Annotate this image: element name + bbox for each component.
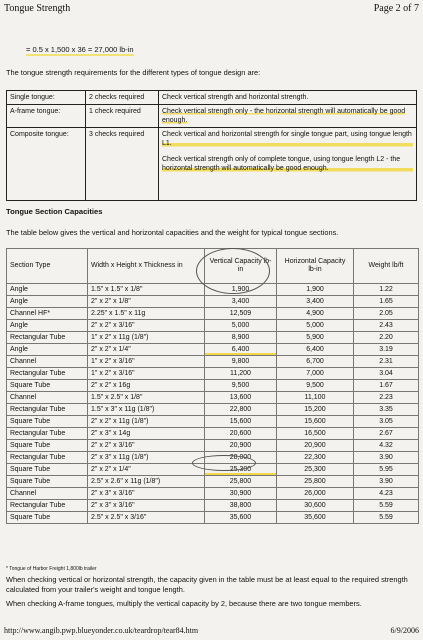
table-cell: 2" x 3" x 11g (1/8") [88, 452, 205, 464]
page-footer [4, 626, 419, 638]
table-cell: 15,600 [277, 416, 354, 428]
table-cell: 1.67 [354, 380, 419, 392]
paragraph: When checking A-frame tongues, multiply the vertical capacity by 2, because there are two tongue members. [6, 599, 362, 608]
paragraph: When checking vertical or horizontal strength, the capacity given in the table must be at least equal to the required strength calculated from your trailer's weight and tongue length. [6, 575, 408, 594]
table-row [7, 392, 419, 404]
table-cell: 30,600 [277, 500, 354, 512]
equation [26, 45, 134, 54]
table-cell: 6,400 [277, 344, 354, 356]
design-checks: 2 checks required [86, 91, 159, 105]
col-header: Vertical Capacity lb-in [205, 249, 277, 284]
table-row [7, 416, 419, 428]
table-cell: Channel HF* [7, 308, 88, 320]
capacity-table [6, 248, 419, 524]
table-cell: 8,900 [205, 332, 277, 344]
table-row [7, 500, 419, 512]
highlighter-mark [26, 54, 134, 56]
table-row [7, 344, 419, 356]
table-cell: 25,800 [205, 476, 277, 488]
table-cell: 1.65 [354, 296, 419, 308]
table-cell: 1.5" x 3" x 11g (1/8") [88, 404, 205, 416]
table-cell: 3.05 [354, 416, 419, 428]
section-intro: The table below gives the vertical and horizontal capacities and the weight for typical tongue sections. [6, 228, 339, 237]
table-row [7, 476, 419, 488]
table-row [7, 320, 419, 332]
table-cell: 3,400 [205, 296, 277, 308]
table-cell: 2.25" x 1.5" x 11g [88, 308, 205, 320]
table-cell: 30,900 [205, 488, 277, 500]
table-cell: 1,900 [277, 284, 354, 296]
design-type: Single tongue: [7, 91, 86, 105]
table-cell: 35,600 [277, 512, 354, 524]
col-header: Horizontal Capacity lb-in [277, 249, 354, 284]
table-row [7, 105, 417, 128]
table-row [7, 428, 419, 440]
table-cell: 5,900 [277, 332, 354, 344]
table-cell: 26,000 [277, 488, 354, 500]
col-header: Width x Height x Thickness in [88, 249, 205, 284]
table-cell: 28,000 [205, 452, 277, 464]
table-row [7, 308, 419, 320]
table-cell: 2.5" x 2.5" x 3/16" [88, 512, 205, 524]
table-cell: 9,800 [205, 356, 277, 368]
table-cell: 3.35 [354, 404, 419, 416]
table-cell: 5.59 [354, 512, 419, 524]
table-cell: 9,500 [277, 380, 354, 392]
table-cell: 3.90 [354, 476, 419, 488]
table-cell: 35,600 [205, 512, 277, 524]
table-row [7, 296, 419, 308]
col-header: Section Type [7, 249, 88, 284]
table-cell: 15,200 [277, 404, 354, 416]
table-cell: 2" x 2" x 3/16" [88, 440, 205, 452]
table-cell: 3.04 [354, 368, 419, 380]
design-type: Composite tongue: [7, 128, 86, 201]
table-cell: Square Tube [7, 440, 88, 452]
table-row [7, 91, 417, 105]
table-cell: 5,000 [205, 320, 277, 332]
table-cell: 16,500 [277, 428, 354, 440]
table-cell: 25,800 [277, 476, 354, 488]
table-cell: 2" x 2" x 1/8" [88, 296, 205, 308]
table-cell: Angle [7, 344, 88, 356]
table-cell: Channel [7, 356, 88, 368]
table-cell: 2" x 3" x 3/16" [88, 488, 205, 500]
table-cell: 2" x 3" x 3/16" [88, 500, 205, 512]
table-row [7, 284, 419, 296]
table-cell: Rectangular Tube [7, 368, 88, 380]
table-row [7, 380, 419, 392]
table-cell: 3.19 [354, 344, 419, 356]
table-cell: 1.5" x 1.5" x 1/8" [88, 284, 205, 296]
table-cell: 25,300 [277, 464, 354, 476]
table-cell: 38,800 [205, 500, 277, 512]
table-cell: 5,000 [277, 320, 354, 332]
table-cell: Channel [7, 488, 88, 500]
table-cell: Rectangular Tube [7, 500, 88, 512]
table-cell: 22,300 [277, 452, 354, 464]
table-cell: 12,509 [205, 308, 277, 320]
table-cell: 9,500 [205, 380, 277, 392]
table-cell: 2.67 [354, 428, 419, 440]
table-cell: 5.59 [354, 500, 419, 512]
table-cell: 3.90 [354, 452, 419, 464]
table-cell: Rectangular Tube [7, 452, 88, 464]
table-cell: 1.5" x 2.5" x 1/8" [88, 392, 205, 404]
table-cell: 22,800 [205, 404, 277, 416]
footnote: * Tongue of Harbor Freight 1,800lb trailer [6, 566, 97, 572]
table-cell: Square Tube [7, 380, 88, 392]
table-row [7, 440, 419, 452]
table-cell: 2.5" x 2.6" x 11g (1/8") [88, 476, 205, 488]
table-cell: 6,700 [277, 356, 354, 368]
table-cell: 4.32 [354, 440, 419, 452]
table-cell: 1,900 [205, 284, 277, 296]
table-cell: Rectangular Tube [7, 404, 88, 416]
table-cell: 2" x 2" x 1/4" [88, 344, 205, 356]
design-desc-text: Check vertical strength only - the horizontal strength will automatically be good enough. [162, 108, 406, 124]
design-desc [159, 105, 417, 128]
design-checks: 3 checks required [86, 128, 159, 201]
table-cell: 2.05 [354, 308, 419, 320]
table-header-row [7, 249, 419, 284]
capacity-table-body [7, 284, 419, 524]
intro-text: The tongue strength requirements for the different types of tongue design are: [6, 68, 261, 77]
table-cell: 2" x 3" x 14g [88, 428, 205, 440]
page-title: Tongue Strength [4, 3, 71, 14]
table-cell: 2" x 2" x 16g [88, 380, 205, 392]
table-cell: Angle [7, 320, 88, 332]
table-cell: 3,400 [277, 296, 354, 308]
design-desc-text: Check vertical and horizontal strength for single tongue part, using tongue length L1. [162, 131, 412, 147]
design-type: A-frame tongue: [7, 105, 86, 128]
design-desc-text: Check vertical strength only of complete tongue, using tongue length L2 - the horizontal strength will automatically be good enough. [162, 155, 413, 173]
table-cell: Rectangular Tube [7, 428, 88, 440]
section-heading: Tongue Section Capacities [6, 207, 103, 216]
table-cell: 5.95 [354, 464, 419, 476]
table-row [7, 404, 419, 416]
table-cell: Angle [7, 284, 88, 296]
table-cell: 4.23 [354, 488, 419, 500]
design-table [6, 90, 417, 201]
table-cell: 20,900 [277, 440, 354, 452]
table-cell: 13,600 [205, 392, 277, 404]
table-cell: 15,600 [205, 416, 277, 428]
print-date: 6/9/2006 [390, 626, 419, 635]
table-cell: 6,400 [205, 344, 277, 356]
table-row [7, 332, 419, 344]
table-row [7, 512, 419, 524]
table-cell: Channel [7, 392, 88, 404]
table-cell: Square Tube [7, 464, 88, 476]
table-cell: 1" x 2" x 3/16" [88, 368, 205, 380]
page-number: Page 2 of 7 [373, 3, 419, 14]
table-cell: 25,300 [205, 464, 277, 476]
table-cell: 2.23 [354, 392, 419, 404]
design-desc [159, 128, 417, 201]
table-cell: 2" x 2" x 3/16" [88, 320, 205, 332]
table-cell: 2" x 2" x 1/4" [88, 464, 205, 476]
table-cell: 1" x 2" x 11g (1/8") [88, 332, 205, 344]
table-cell: 2" x 2" x 11g (1/8") [88, 416, 205, 428]
table-cell: 20,600 [205, 428, 277, 440]
table-cell: 11,200 [205, 368, 277, 380]
design-checks: 1 check required [86, 105, 159, 128]
table-cell: 7,000 [277, 368, 354, 380]
table-row [7, 464, 419, 476]
table-cell: Square Tube [7, 476, 88, 488]
table-cell: Square Tube [7, 512, 88, 524]
table-row [7, 368, 419, 380]
table-cell: Angle [7, 296, 88, 308]
table-cell: 2.43 [354, 320, 419, 332]
table-cell: 20,900 [205, 440, 277, 452]
table-row [7, 488, 419, 500]
equation-text: = 0.5 x 1,500 x 36 = 27,000 lb-in [26, 45, 134, 54]
table-row [7, 356, 419, 368]
table-row [7, 452, 419, 464]
table-cell: 2.31 [354, 356, 419, 368]
design-desc: Check vertical strength and horizontal strength. [159, 91, 417, 105]
table-cell: 11,100 [277, 392, 354, 404]
col-header: Weight lb/ft [354, 249, 419, 284]
table-cell: 4,900 [277, 308, 354, 320]
table-cell: 1" x 2" x 3/16" [88, 356, 205, 368]
table-cell: Rectangular Tube [7, 332, 88, 344]
page-header [4, 3, 419, 17]
source-url: http://www.angib.pwp.blueyonder.co.uk/teardrop/tear84.htm [4, 626, 199, 635]
table-cell: Square Tube [7, 416, 88, 428]
table-cell: 1.22 [354, 284, 419, 296]
table-row [7, 128, 417, 201]
table-cell: 2.20 [354, 332, 419, 344]
